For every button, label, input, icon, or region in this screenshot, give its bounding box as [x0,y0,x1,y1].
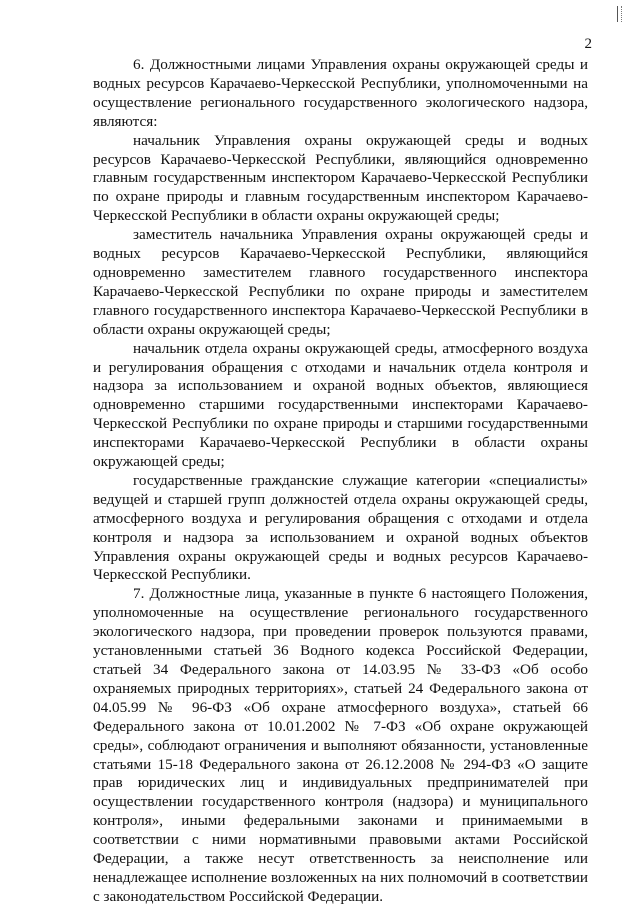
paragraph-item-7: 7. Должностные лица, указанные в пункте 6 настоящего Положения, уполномоченные на осуществление регионального государственного экологического надзора, при проведении проверок пользуются правами, установленными статьей 36 Водного кодекса Российской Федерации, статьей 34 Федерального закона от 14.03.95 № 33-ФЗ «Об особо охраняемых природных территориях», статьей 24 Федерального закона от 04.05.99 № 96-ФЗ «Об охране атмосферного воздуха», статьей 66 Федерального закона от 10.01.2002 № 7-ФЗ «Об охране окружающей среды», соблюдают ограничения и выполняют обязанности, установленные статьями 15-18 Федерального закона от 26.12.2008 № 294-ФЗ «О защите прав юридических лиц и индивидуальных предпринимателей при осуществлении государственного контроля (надзора) и муниципального контроля», иными федеральными законами и принимаемыми в соответствии с ними нормативными правовыми актами Российской Федерации, а также несут ответственность за неисполнение или ненадлежащее исполнение возложенных на них полномочий в соответствии с законодательством Российской Федерации. [93,585,588,905]
scan-mark [617,6,622,22]
paragraph-civil-servants: государственные гражданские служащие категории «специалисты» ведущей и старшей групп должностей отдела охраны окружающей среды, атмосферного воздуха и регулирования обращения с отходами и отдела контроля и надзора за использованием и охраной водных объектов Управления охраны окружающей среды и водных ресурсов Карачаево-Черкесской Республики. [93,471,588,584]
document-body [93,56,588,907]
page-number: 2 [584,36,592,52]
paragraph-deputy-head: заместитель начальника Управления охраны окружающей среды и водных ресурсов Карачаево-Черкесской Республики, являющийся одновременно заместителем главного государственного инспектора Карачаево-Черкесской Республики по охране природы и заместителем главного государственного инспектора Карачаево-Черкесской Республики в области охраны окружающей среды; [93,226,588,338]
paragraph-item-6: 6. Должностными лицами Управления охраны окружающей среды и водных ресурсов Карачаево-Черкесской Республики, уполномоченными на осуществление регионального государственного экологического надзора, являются: [93,56,588,130]
paragraph-division-heads: начальник отдела охраны окружающей среды, атмосферного воздуха и регулирования обращения с отходами и начальник отдела контроля и надзора за использованием и охраной водных объектов, являющиеся одновременно старшими государственными инспекторами Карачаево-Черкесской Республики по охране природы и старшими государственными инспекторами Карачаево-Черкесской Республики в области охраны окружающей среды; [93,339,588,471]
paragraph-head-of-department: начальник Управления охраны окружающей среды и водных ресурсов Карачаево-Черкесской Республики, являющийся одновременно главным государственным инспектором Карачаево-Черкесской Республики по охране природы и главным государственным инспектором Карачаево-Черкесской Республики в области охраны окружающей среды; [93,131,588,225]
